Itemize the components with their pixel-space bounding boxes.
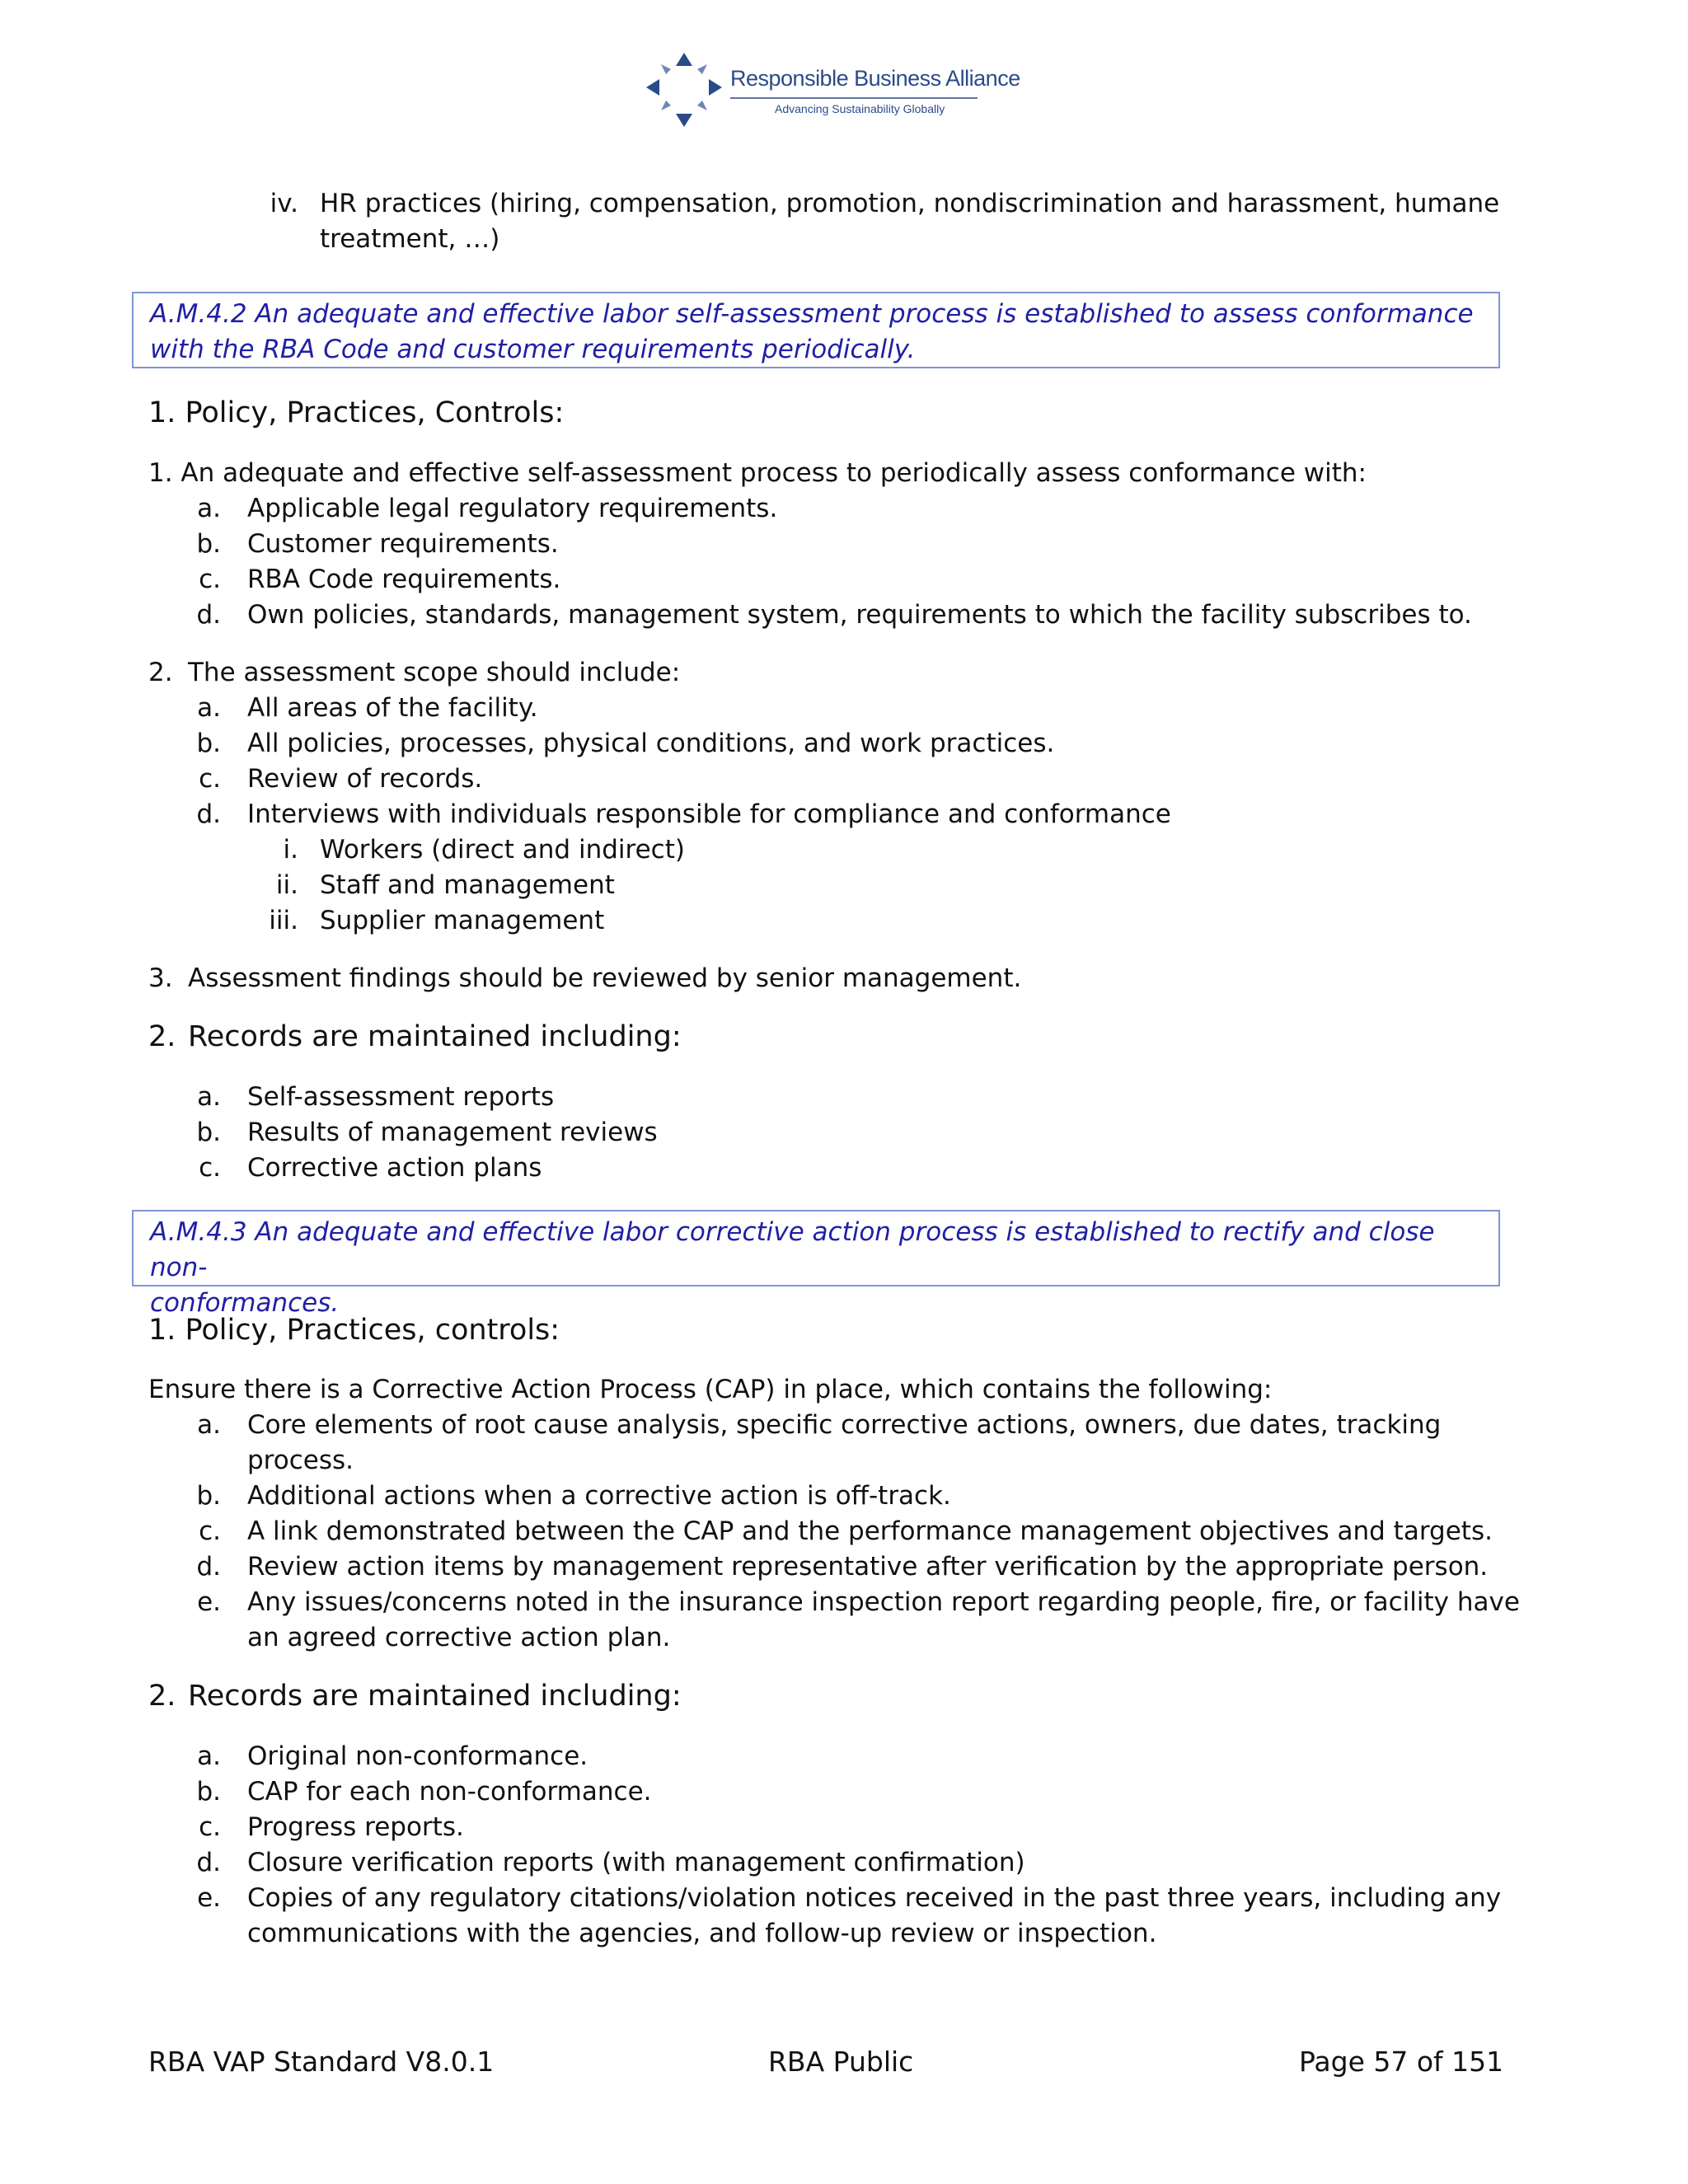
list-marker: c. bbox=[199, 1153, 221, 1183]
footer-classification: RBA Public bbox=[768, 2046, 914, 2078]
list-item-text: Interviews with individuals responsible for compliance and conformance bbox=[247, 799, 1171, 829]
list-marker: a. bbox=[197, 693, 221, 723]
list-marker: d. bbox=[196, 600, 221, 630]
list-item-text: Customer requirements. bbox=[247, 529, 559, 559]
list-item-text: Copies of any regulatory citations/violation notices received in the past three years, including any bbox=[247, 1883, 1502, 1913]
list-marker: c. bbox=[199, 1516, 221, 1546]
list-marker: i. bbox=[283, 835, 298, 865]
list-item-text: communications with the agencies, and follow-up review or inspection. bbox=[247, 1919, 1157, 1948]
list-item-text: an agreed corrective action plan. bbox=[247, 1623, 671, 1652]
list-item-text: Workers (direct and indirect) bbox=[320, 835, 685, 865]
list-marker: c. bbox=[199, 565, 221, 594]
list-marker: iv. bbox=[270, 189, 298, 218]
list-item-text: All policies, processes, physical conditions, and work practices. bbox=[247, 729, 1055, 758]
list-marker: 2. bbox=[148, 658, 173, 687]
list-item-text: Results of management reviews bbox=[247, 1118, 658, 1147]
list-marker: c. bbox=[199, 764, 221, 794]
records-heading: Records are maintained including: bbox=[188, 1020, 682, 1053]
list-item-text: Core elements of root cause analysis, specific corrective actions, owners, due dates, tracking bbox=[247, 1410, 1442, 1440]
section-title-line: conformances. bbox=[150, 1288, 340, 1318]
list-marker: iii. bbox=[269, 906, 298, 935]
list-item-text: Progress reports. bbox=[247, 1812, 464, 1842]
list-marker: b. bbox=[196, 1777, 221, 1807]
list-marker: d. bbox=[196, 799, 221, 829]
list-marker: b. bbox=[196, 729, 221, 758]
list-item-text: Original non-conformance. bbox=[247, 1741, 588, 1771]
list-marker: ii. bbox=[275, 870, 298, 900]
list-item-text: Any issues/concerns noted in the insurance inspection report regarding people, fire, or facility have bbox=[247, 1587, 1520, 1617]
list-item-text: Review action items by management representative after verification by the appropriate person. bbox=[247, 1552, 1489, 1582]
numbered-item: 1. An adequate and effective self-assessment process to periodically assess conformance with: bbox=[148, 458, 1367, 488]
list-marker: b. bbox=[196, 529, 221, 559]
numbered-item: Assessment findings should be reviewed by senior management. bbox=[188, 963, 1022, 993]
numbered-item: The assessment scope should include: bbox=[188, 658, 681, 687]
list-marker: c. bbox=[199, 1812, 221, 1842]
list-item-text: HR practices (hiring, compensation, promotion, nondiscrimination and harassment, humane bbox=[320, 189, 1500, 218]
section-title bbox=[150, 297, 1485, 368]
logo-name: Responsible Business Alliance bbox=[730, 66, 1020, 91]
list-item-text: Applicable legal regulatory requirements. bbox=[247, 494, 778, 523]
list-marker: a. bbox=[197, 494, 221, 523]
list-item-text: Corrective action plans bbox=[247, 1153, 542, 1183]
list-marker: 3. bbox=[148, 963, 173, 993]
list-marker: a. bbox=[197, 1410, 221, 1440]
list-marker: e. bbox=[197, 1883, 221, 1913]
list-item-text: A link demonstrated between the CAP and the performance management objectives and targets. bbox=[247, 1516, 1493, 1546]
section-title-line: A.M.4.2 An adequate and effective labor self-assessment process is established to assess conformance bbox=[150, 299, 1474, 329]
footer-page-number: Page 57 of 151 bbox=[1299, 2046, 1504, 2078]
list-item-text: RBA Code requirements. bbox=[247, 565, 561, 594]
list-marker: e. bbox=[197, 1587, 221, 1617]
list-marker: d. bbox=[196, 1552, 221, 1582]
section-title-line: with the RBA Code and customer requirements periodically. bbox=[150, 335, 916, 364]
list-item-text: Review of records. bbox=[247, 764, 483, 794]
list-marker: b. bbox=[196, 1118, 221, 1147]
list-item-text: All areas of the facility. bbox=[247, 693, 538, 723]
list-item-text: Supplier management bbox=[320, 906, 605, 935]
list-marker: a. bbox=[197, 1741, 221, 1771]
list-item-text: treatment, …) bbox=[320, 224, 500, 254]
list-item-text: Self-assessment reports bbox=[247, 1082, 555, 1112]
list-marker: a. bbox=[197, 1082, 221, 1112]
list-marker: 2. bbox=[148, 1680, 176, 1713]
logo-tagline: Advancing Sustainability Globally bbox=[775, 102, 945, 115]
section-title bbox=[150, 1215, 1485, 1321]
section-title-box bbox=[132, 292, 1500, 368]
section-title-line: A.M.4.3 An adequate and effective labor corrective action process is established to rectify and close non- bbox=[150, 1217, 1435, 1282]
compass-arrows-icon bbox=[643, 48, 725, 130]
list-item-text: Staff and management bbox=[320, 870, 615, 900]
section-title-box bbox=[132, 1210, 1500, 1318]
list-item-text: process. bbox=[247, 1446, 354, 1475]
footer-document-id: RBA VAP Standard V8.0.1 bbox=[148, 2046, 495, 2078]
list-item-text: Own policies, standards, management system, requirements to which the facility subscribes to. bbox=[247, 600, 1472, 630]
policy-heading: 1. Policy, Practices, controls: bbox=[148, 1314, 560, 1347]
list-item-text: CAP for each non-conformance. bbox=[247, 1777, 652, 1807]
list-marker: 2. bbox=[148, 1020, 176, 1053]
rba-logo bbox=[643, 48, 1020, 130]
list-marker: b. bbox=[196, 1481, 221, 1511]
lead-paragraph: Ensure there is a Corrective Action Process (CAP) in place, which contains the following: bbox=[148, 1375, 1273, 1404]
list-item-text: Closure verification reports (with management confirmation) bbox=[247, 1848, 1025, 1877]
policy-heading: 1. Policy, Practices, Controls: bbox=[148, 396, 565, 429]
logo-divider bbox=[730, 97, 978, 99]
list-marker: d. bbox=[196, 1848, 221, 1877]
records-heading: Records are maintained including: bbox=[188, 1680, 682, 1713]
list-item-text: Additional actions when a corrective action is off-track. bbox=[247, 1481, 951, 1511]
